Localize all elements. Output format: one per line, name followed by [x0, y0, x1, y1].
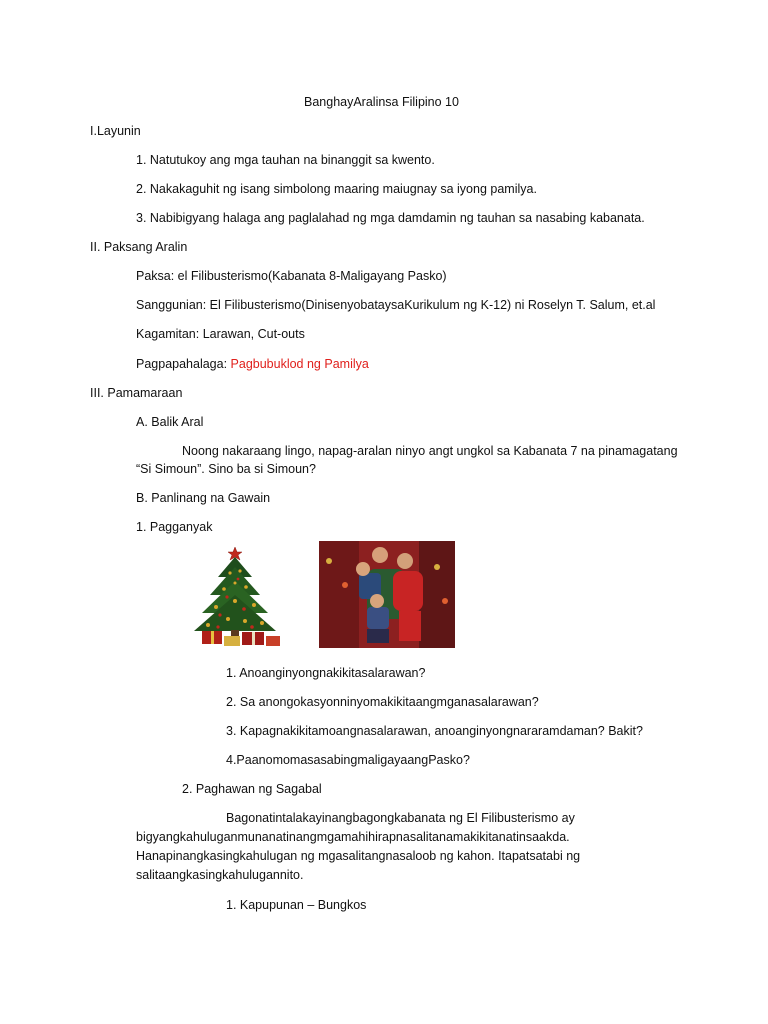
panlinang-heading: B. Panlinang na Gawain	[136, 491, 271, 505]
balik-aral-heading: A. Balik Aral	[136, 415, 204, 429]
pamamaraan-heading: III. Pamamaraan	[90, 386, 183, 400]
question-4: 4.PaanomomasasabingmaligayaangPasko?	[226, 753, 470, 767]
vocab-item-1: 1. Kapupunan – Bungkos	[226, 898, 367, 912]
sanggunian-line: Sanggunian: El Filibusterismo(DinisenyobataysaKurikulum ng K-12) ni Roselyn T. Salum, et.al	[136, 298, 656, 312]
balik-aral-text-2: “Si Simoun”. Sino ba si Simoun?	[136, 462, 316, 476]
paghawan-text-3: Hanapinangkasingkahulugan ng mgasalitangnasaloob ng kahon. Itapatsatabi ng	[136, 849, 581, 863]
family-photo	[319, 541, 455, 648]
paghawan-text-4: salitaangkasingkahulugannito.	[136, 868, 304, 882]
paghawan-text-2: bigyangkahuluganmunanatinangmgamahihirapnasalitanamakikitanatinsaakda.	[136, 830, 570, 844]
layunin-item-2: 2. Nakakaguhit ng isang simbolong maaring maiugnay sa iyong pamilya.	[136, 182, 537, 196]
pagpapahalaga-value: Pagbubuklod ng Pamilya	[230, 357, 369, 371]
christmas-tree-icon	[180, 541, 300, 648]
paksa-line: Paksa: el Filibusterismo(Kabanata 8-Maligayang Pasko)	[136, 269, 447, 283]
page-title: BanghayAralinsa Filipino 10	[304, 95, 459, 109]
layunin-item-1: 1. Natutukoy ang mga tauhan na binanggit sa kwento.	[136, 153, 435, 167]
question-2: 2. Sa anongokasyonninyomakikitaangmganasalarawan?	[226, 695, 539, 709]
pagpapahalaga-label: Pagpapahalaga:	[136, 357, 231, 371]
pagganyak-heading: 1. Pagganyak	[136, 520, 213, 534]
paghawan-heading: 2. Paghawan ng Sagabal	[182, 782, 322, 796]
kagamitan-line: Kagamitan: Larawan, Cut-outs	[136, 327, 305, 341]
layunin-heading: I.Layunin	[90, 124, 141, 138]
balik-aral-text-1: Noong nakaraang lingo, napag-aralan ninyo angt ungkol sa Kabanata 7 na pinamagatang	[182, 444, 678, 458]
question-1: 1. Anoanginyongnakikitasalarawan?	[226, 666, 426, 680]
layunin-item-3: 3. Nabibigyang halaga ang paglalahad ng mga damdamin ng tauhan sa nasabing kabanata.	[136, 211, 645, 225]
paghawan-text-1: Bagonatintalakayinangbagongkabanata ng El Filibusterismo ay	[226, 811, 575, 825]
question-3: 3. Kapagnakikitamoangnasalarawan, anoanginyongnararamdaman? Bakit?	[226, 724, 643, 738]
pagpapahalaga-line	[136, 356, 369, 372]
paksang-aralin-heading: II. Paksang Aralin	[90, 240, 188, 254]
